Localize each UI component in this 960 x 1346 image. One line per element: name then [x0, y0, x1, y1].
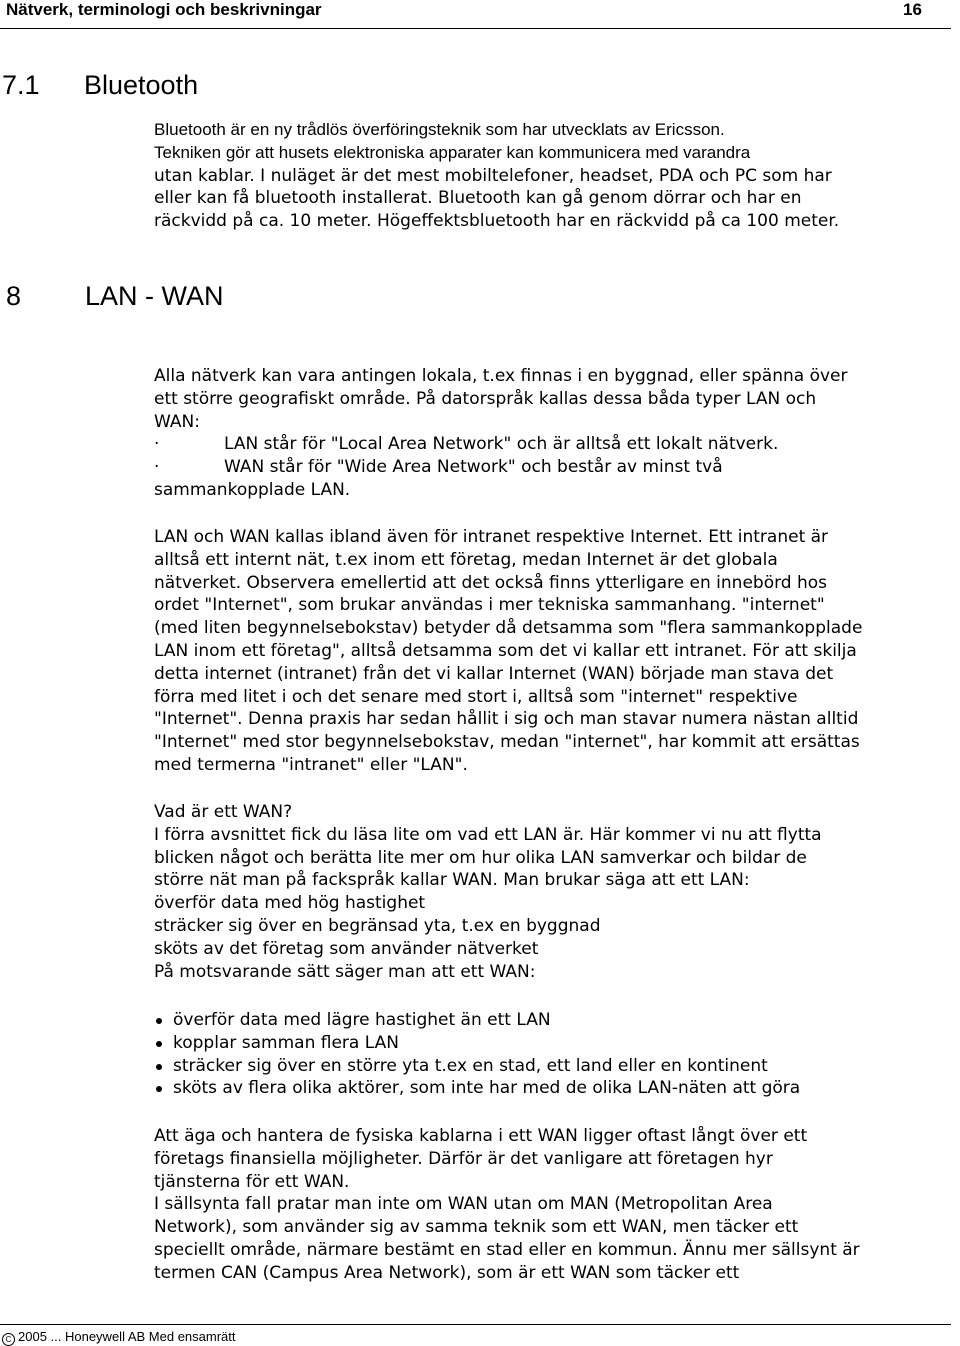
text-line: I förra avsnittet fick du läsa lite om vad ett LAN är. Här kommer vi nu att flytta [154, 824, 822, 845]
text-line: Network), som använder sig av samma teknik som ett WAN, men täcker ett [154, 1217, 799, 1238]
intranet-paragraph [154, 526, 954, 777]
text-line: räckvidd på ca. 10 meter. Högeffektsbluetooth har en räckvidd på ca 100 meter. [154, 211, 840, 232]
text-line: Tekniken gör att husets elektroniska apparater kan kommunicera med varandra [154, 142, 751, 162]
text-line: överför data med hög hastighet [154, 893, 426, 914]
text-line: eller kan få bluetooth installerat. Bluetooth kan gå genom dörrar och har en [154, 188, 802, 209]
text-line: LAN och WAN kallas ibland även för intranet respektive Internet. Ett intranet är [154, 527, 829, 547]
page-footer [0, 1324, 951, 1344]
text-line: I sällsynta fall pratar man inte om WAN utan om MAN (Metropolitan Area [154, 1194, 773, 1215]
text-line: ett större geografiskt område. På datorspråk kallas dessa båda typer LAN och [154, 388, 817, 409]
lan-intro-paragraph [154, 365, 954, 502]
text-line: större nät man på fackspråk kallar WAN. Man brukar säga att ett LAN: [154, 870, 750, 891]
bullet-icon [156, 1018, 162, 1024]
heading-number: 7.1 [2, 70, 40, 100]
heading-title: Bluetooth [84, 70, 199, 100]
text-line: sammankopplade LAN. [154, 479, 351, 500]
heading-bluetooth [2, 69, 198, 101]
bullet-icon [156, 1086, 162, 1092]
footer-text: 2005 ... Honeywell AB Med ensamrätt [18, 1329, 236, 1344]
heading-lan-wan [6, 280, 224, 312]
dot-marker: · [154, 457, 160, 478]
text-line: sträcker sig över en begränsad yta, t.ex en byggnad [154, 915, 601, 936]
text-line: På motsvarande sätt säger man att ett WAN: [154, 961, 536, 982]
list-item-text: sträcker sig över en större yta t.ex en stad, ett land eller en kontinent [173, 1055, 768, 1076]
text-line: LAN inom ett företag", alltså detsamma som det vi kallar ett intranet. För att skilja [154, 640, 857, 661]
text-line: tjänsterna för ett WAN. [154, 1171, 350, 1192]
text-line: Att äga och hantera de fysiska kablarna i ett WAN ligger oftast långt över ett [154, 1126, 808, 1146]
bullet-icon [156, 1041, 162, 1047]
dot-item-text: LAN står för "Local Area Network" och är alltså ett lokalt nätverk. [224, 434, 779, 455]
text-line: ordet "Internet", som brukar användas i mer tekniska sammanhang. "internet" [154, 595, 825, 616]
text-line: företags finansiella möjligheter. Därför är det vanligare att företagen hyr [154, 1148, 773, 1169]
text-line: detta internet (intranet) från det vi kallar Internet (WAN) började man stava det [154, 663, 834, 684]
text-line: sköts av det företag som använder nätverket [154, 938, 539, 959]
list-item-text: överför data med lägre hastighet än ett LAN [173, 1010, 551, 1030]
wan-properties-list [154, 1009, 954, 1100]
document-title: Nätverk, terminologi och beskrivningar [6, 0, 322, 19]
what-is-wan-paragraph [154, 801, 954, 983]
text-line: "Internet". Denna praxis har sedan hållit i sig och man stavar numera nästan alltid [154, 709, 859, 730]
text-line: termen CAN (Campus Area Network), som är ett WAN som täcker ett [154, 1262, 740, 1283]
dot-list-item [154, 456, 954, 479]
text-line: nätverket. Observera emellertid att det också finns ytterligare en innebörd hos [154, 572, 828, 593]
text-line: Alla nätverk kan vara antingen lokala, t.ex finnas i en byggnad, eller spänna över [154, 366, 848, 386]
heading-title: LAN - WAN [85, 281, 224, 311]
man-can-paragraph [154, 1125, 954, 1285]
text-line: blicken något och berätta lite mer om hur olika LAN samverkar och bildar de [154, 847, 807, 868]
dot-item-text: WAN står för "Wide Area Network" och består av minst två [224, 457, 723, 478]
text-line: Vad är ett WAN? [154, 802, 293, 822]
text-line: alltså ett internt nät, t.ex inom ett företag, medan Internet är det globala [154, 549, 778, 570]
list-item [154, 1032, 954, 1055]
footer-copyright [2, 1329, 236, 1346]
dot-marker: · [154, 434, 160, 455]
bullet-icon [156, 1064, 162, 1070]
list-item [154, 1009, 954, 1032]
text-line: Bluetooth är en ny trådlös överföringsteknik som har utvecklats av Ericsson. [154, 120, 725, 139]
page-number: 16 [903, 0, 922, 19]
text-line: med termerna "intranet" eller "LAN". [154, 754, 468, 775]
dot-list-item [154, 433, 954, 456]
heading-number: 8 [6, 281, 22, 311]
list-item [154, 1055, 954, 1078]
list-item-text: kopplar samman flera LAN [173, 1032, 399, 1053]
bluetooth-paragraph [154, 119, 954, 233]
text-line: utan kablar. I nuläget är det mest mobiltelefoner, headset, PDA och PC som har [154, 165, 832, 186]
list-item-text: sköts av flera olika aktörer, som inte har med de olika LAN-näten att göra [173, 1078, 801, 1099]
text-line: speciellt område, närmare bestämt en stad eller en kommun. Ännu mer sällsynt är [154, 1239, 860, 1260]
text-line: "Internet" med stor begynnelsebokstav, medan "internet", har kommit att ersättas [154, 732, 860, 753]
text-line: WAN: [154, 411, 200, 432]
copyright-icon: C [2, 1333, 15, 1346]
list-item [154, 1077, 954, 1100]
text-line: (med liten begynnelsebokstav) betyder då detsamma som "flera sammankopplade [154, 618, 863, 639]
page-header [0, 0, 951, 29]
text-line: förra med litet i och det senare med stort i, alltså som "internet" respektive [154, 686, 798, 707]
